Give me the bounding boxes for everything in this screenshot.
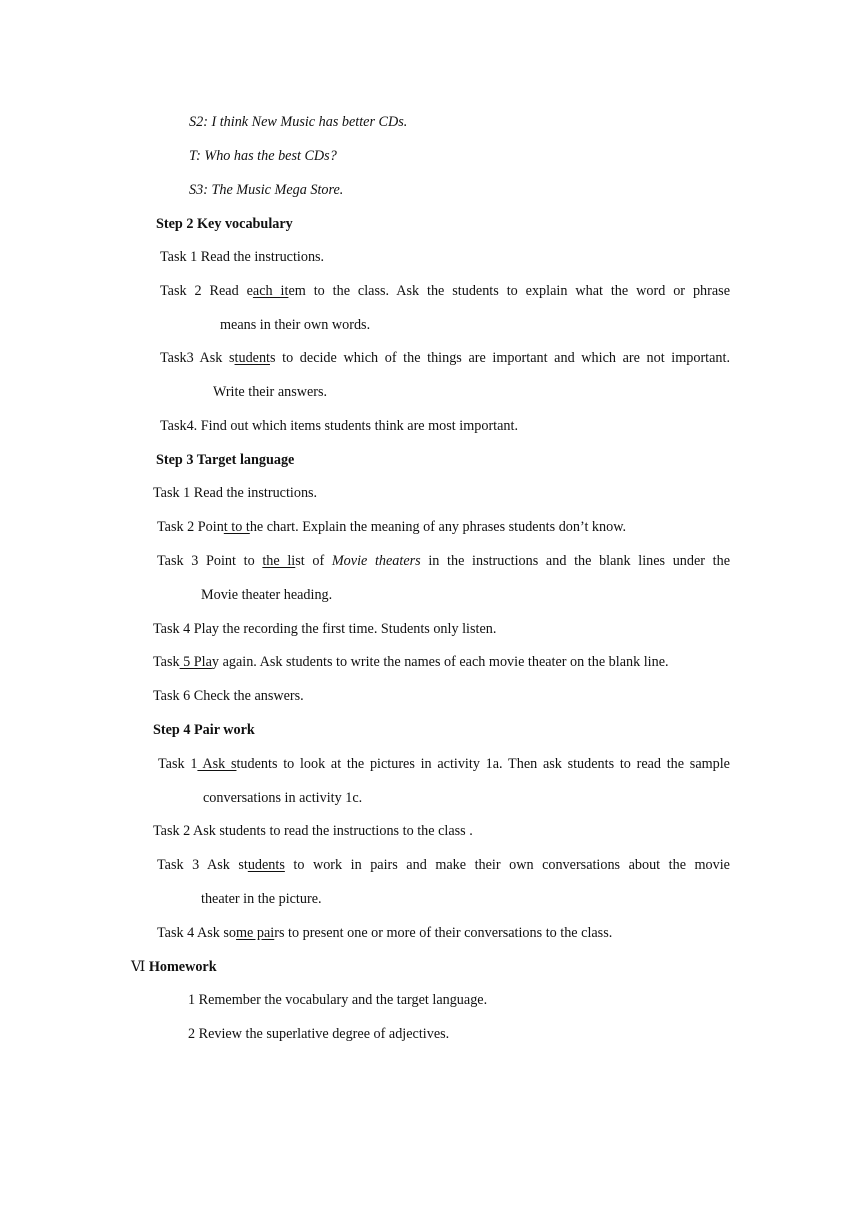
step2-task3: Task3 Ask students to decide which of the things are important and which are not important. (160, 350, 730, 366)
step3-task6: Task 6 Check the answers. (153, 688, 304, 704)
step3-task2: Task 2 Point to the chart. Explain the meaning of any phrases students don’t know. (157, 519, 627, 535)
step3-task4: Task 4 Play the recording the first time. Students only listen. (153, 621, 497, 637)
step3-heading: Step 3 Target language (156, 452, 295, 468)
section-numeral: Ⅵ (131, 959, 146, 975)
homework-heading: Ⅵ Homework (131, 959, 217, 975)
dialogue-line-t: T: Who has the best CDs? (189, 148, 337, 164)
step2-task1: Task 1 Read the instructions. (160, 249, 325, 265)
dialogue-line-s2: S2: I think New Music has better CDs. (189, 114, 408, 130)
homework-item-1: 1 Remember the vocabulary and the target language. (188, 992, 488, 1008)
step2-task4: Task4. Find out which items students think are most important. (160, 418, 518, 434)
dialogue-line-s3: S3: The Music Mega Store. (189, 182, 344, 198)
step4-task1: Task 1 Ask students to look at the pictures in activity 1a. Then ask students to read the sample (158, 756, 730, 772)
step3-task3-continuation: Movie theater heading. (201, 587, 333, 603)
step4-heading: Step 4 Pair work (153, 722, 255, 738)
step4-task1-continuation: conversations in activity 1c. (203, 790, 363, 806)
step3-task5: Task 5 Play again. Ask students to write the names of each movie theater on the blank line. (153, 654, 669, 670)
step4-task4: Task 4 Ask some pairs to present one or more of their conversations to the class. (157, 925, 613, 941)
step4-task3: Task 3 Ask students to work in pairs and make their own conversations about the movie (157, 857, 730, 873)
step2-task2: Task 2 Read each item to the class. Ask the students to explain what the word or phrase (160, 283, 730, 299)
step4-task3-continuation: theater in the picture. (201, 891, 322, 907)
step3-task3: Task 3 Point to the list of Movie theaters in the instructions and the blank lines under the (157, 553, 731, 569)
step3-task1: Task 1 Read the instructions. (153, 485, 318, 501)
step2-task2-continuation: means in their own words. (220, 317, 371, 333)
step2-heading: Step 2 Key vocabulary (156, 216, 293, 232)
step4-task2: Task 2 Ask students to read the instructions to the class . (153, 823, 473, 839)
step2-task3-continuation: Write their answers. (213, 384, 328, 400)
homework-item-2: 2 Review the superlative degree of adjectives. (188, 1026, 450, 1042)
